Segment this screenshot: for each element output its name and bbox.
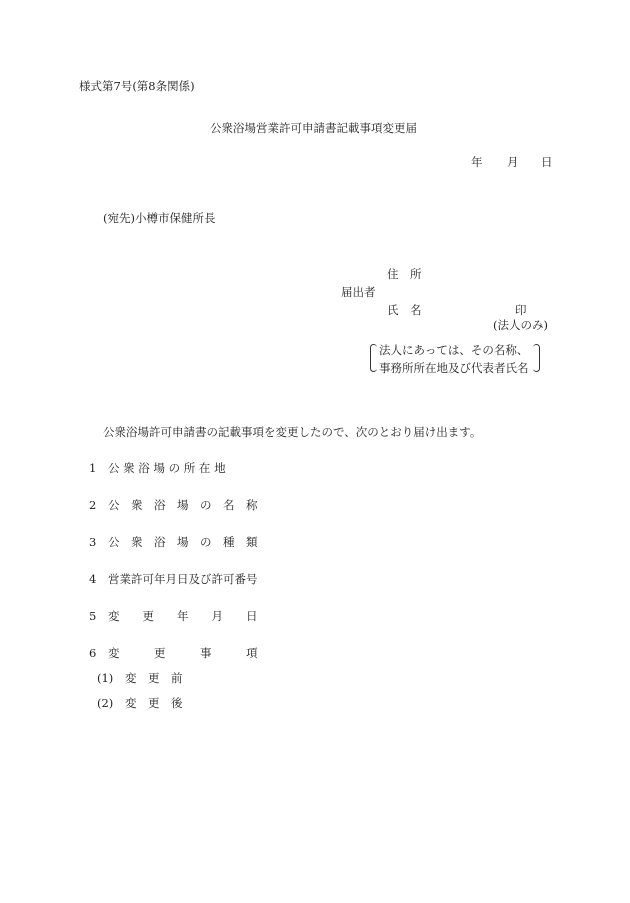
- item-label: 公 衆 浴 場 の 種 類: [108, 535, 258, 549]
- right-bracket: [533, 344, 540, 372]
- left-bracket: [370, 344, 377, 372]
- document-title: 公衆浴場営業許可申請書記載事項変更届: [210, 121, 417, 135]
- date-day: 日: [541, 155, 553, 169]
- date-month: 月: [507, 155, 519, 169]
- item-number: 2: [89, 498, 97, 512]
- item-number: 1: [89, 461, 97, 475]
- subitem-number: (2): [97, 696, 114, 710]
- seal-note: (法人のみ): [493, 318, 548, 332]
- item-label: 公 衆 浴 場 の 名 称: [108, 498, 258, 512]
- item-number: 6: [89, 646, 97, 660]
- date-year: 年: [471, 155, 483, 169]
- subitem-label: 変 更 前: [125, 671, 183, 685]
- item-label: 変 更 年 月 日: [108, 609, 258, 623]
- corp-note-line1: 法人にあっては、その名称、: [379, 343, 529, 357]
- item-number: 4: [89, 572, 97, 586]
- applicant-label: 届出者: [341, 285, 376, 299]
- item-number: 5: [89, 609, 97, 623]
- addressee: (宛先)小樽市保健所長: [103, 211, 216, 225]
- item-number: 3: [89, 535, 97, 549]
- address-label: 住 所: [387, 267, 422, 281]
- name-label: 氏 名: [387, 303, 422, 317]
- item-label: 営業許可年月日及び許可番号: [108, 572, 258, 586]
- item-label: 変 更 事 項: [108, 646, 258, 660]
- corp-note-line2: 事務所所在地及び代表者氏名: [379, 361, 529, 375]
- subitem-number: (1): [97, 671, 114, 685]
- item-label: 公 衆 浴 場 の 所 在 地: [108, 461, 226, 475]
- statement: 公衆浴場許可申請書の記載事項を変更したので、次のとおり届け出ます。: [103, 425, 482, 439]
- subitem-label: 変 更 後: [125, 696, 183, 710]
- seal-mark: 印: [515, 303, 527, 317]
- form-number: 様式第7号(第8条関係): [79, 79, 195, 93]
